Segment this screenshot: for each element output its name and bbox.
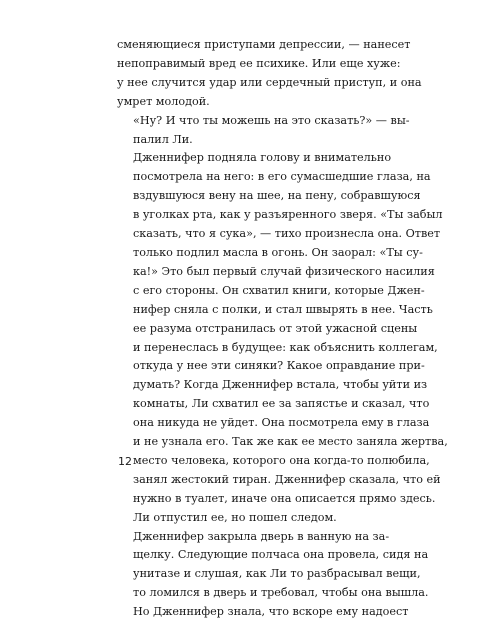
text-line: с его стороны. Он схватил книги, которые Джен- bbox=[133, 283, 425, 297]
text-line: унитазе и слушая, как Ли то разбрасывал вещи, bbox=[133, 567, 421, 581]
text-line: и перенеслась в будущее: как объяснить коллегам, bbox=[133, 340, 438, 354]
text-line: умрет молодой. bbox=[117, 94, 210, 108]
text-line: комнаты, Ли схватил ее за запястье и сказал, что bbox=[133, 397, 430, 411]
body-text bbox=[117, 36, 448, 622]
text-line: она никуда не уйдет. Она посмотрела ему в глаза bbox=[133, 416, 430, 430]
text-line: занял жестокий тиран. Дженнифер сказала, что ей bbox=[133, 472, 441, 486]
paragraph bbox=[117, 112, 410, 150]
text-line: в уголках рта, как у разъяренного зверя. «Ты забыл bbox=[133, 208, 443, 222]
text-line: посмотрела на него: в его сумасшедшие глаза, на bbox=[133, 170, 431, 184]
text-line: и не узнала его. Так же как ее место заняла жертва, bbox=[133, 435, 448, 449]
paragraph bbox=[117, 528, 429, 622]
text-line: думать? Когда Дженнифер встала, чтобы уйти из bbox=[133, 378, 428, 392]
text-line: Дженнифер подняла голову и внимательно bbox=[133, 151, 392, 165]
text-line: «Ну? И что ты можешь на это сказать?» — вы- bbox=[133, 113, 410, 127]
paragraph bbox=[117, 149, 448, 527]
text-line: Дженнифер закрыла дверь в ванную на за- bbox=[133, 529, 390, 543]
text-line: Ли отпустил ее, но пошел следом. bbox=[133, 510, 337, 524]
text-line: непоправимый вред ее психике. Или еще хуже: bbox=[117, 56, 401, 70]
text-line: откуда у нее эти синяки? Какое оправдание при- bbox=[133, 359, 425, 373]
text-line: ее разума отстранилась от этой ужасной сцены bbox=[133, 321, 418, 335]
text-line: сменяющиеся приступами депрессии, — нанесет bbox=[117, 38, 411, 51]
text-line: нифер сняла с полки, и стал швырять в нее. Часть bbox=[133, 302, 433, 316]
text-line: ка!» Это был первый случай физического насилия bbox=[133, 264, 435, 278]
paragraph bbox=[117, 36, 422, 112]
text-line: щелку. Следующие полчаса она провела, сидя на bbox=[133, 548, 429, 562]
text-line: то ломился в дверь и требовал, чтобы она вышла. bbox=[133, 586, 429, 600]
text-line: Но Дженнифер знала, что вскоре ему надоест bbox=[133, 605, 409, 619]
text-line: место человека, которого она когда-то полюбила, bbox=[133, 453, 430, 467]
text-line: палил Ли. bbox=[133, 132, 193, 146]
text-line: сказать, что я сука», — тихо произнесла она. Ответ bbox=[133, 227, 441, 241]
page-number: 12 bbox=[118, 455, 132, 468]
text-line: нужно в туалет, иначе она описается прямо здесь. bbox=[133, 491, 436, 505]
text-line: вздувшуюся вену на шее, на пену, собравшуюся bbox=[133, 189, 421, 203]
text-line: только подлил масла в огонь. Он заорал: «Ты су- bbox=[133, 245, 423, 259]
text-line: у нее случится удар или сердечный приступ, и она bbox=[117, 75, 422, 89]
